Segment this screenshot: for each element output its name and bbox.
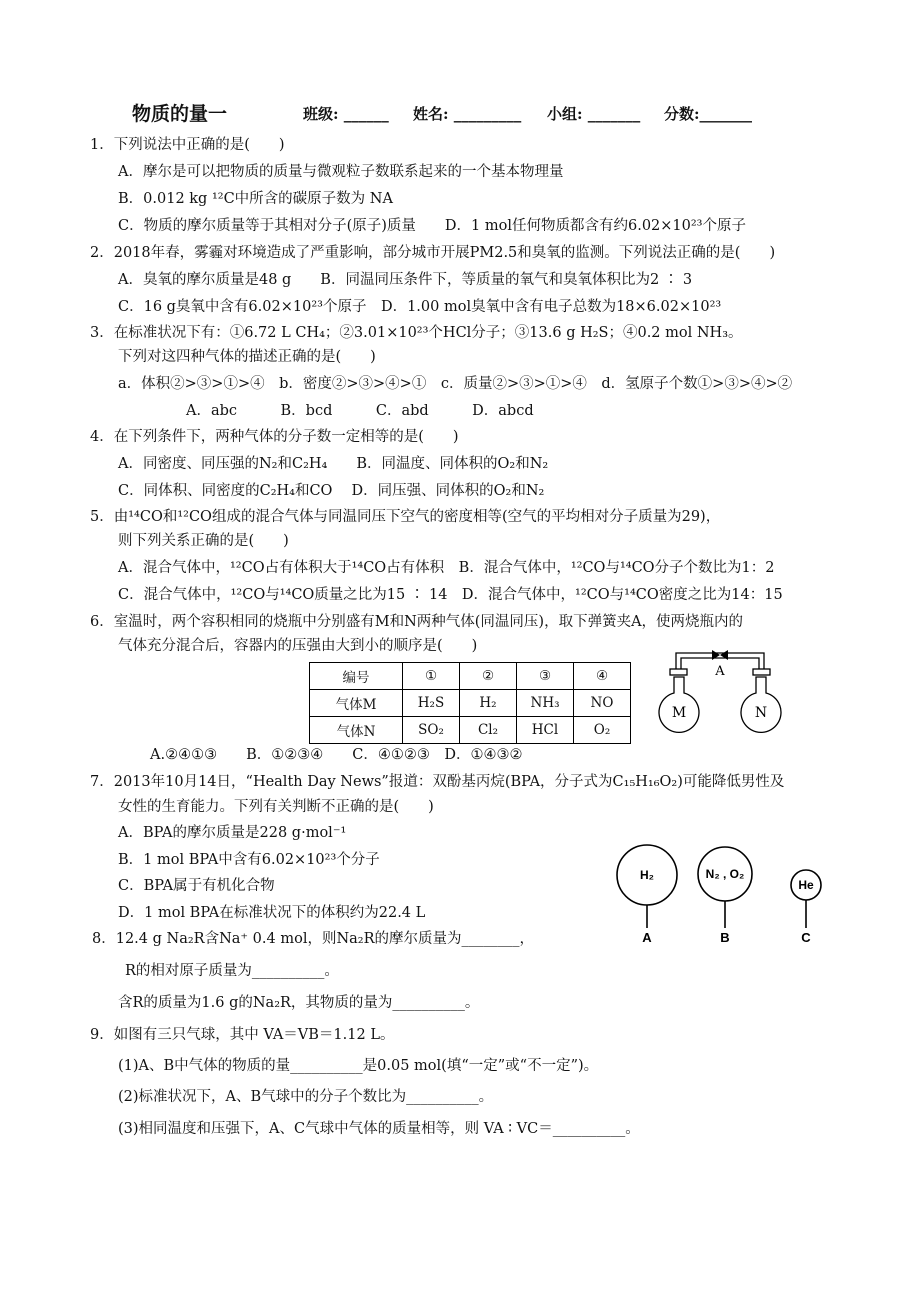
table-cell: HCl xyxy=(517,717,574,744)
flask-clip-label: A xyxy=(715,664,725,679)
q7-option-c: C．BPA属于有机化合物 xyxy=(118,878,275,894)
q5-options-ab: A．混合气体中，¹²CO占有体积大于¹⁴CO占有体积 B．混合气体中，¹²CO与¹⁴CO分子个数比为1：2 xyxy=(118,560,775,576)
table-cell: ④ xyxy=(574,663,631,690)
table-cell: H₂S xyxy=(403,690,460,717)
q6-stem: 6．室温时，两个容积相同的烧瓶中分别盛有M和N两种气体(同温同压)，取下弹簧夹A，使两烧瓶内的 xyxy=(90,614,744,630)
group-field[interactable]: 小组: _______ xyxy=(547,105,641,123)
name-field[interactable]: 姓名: _________ xyxy=(413,105,522,123)
q2-options-cd: C．16 g臭氧中含有6.02×10²³个原子 D．1.00 mol臭氧中含有电子总数为18×6.02×10²³ xyxy=(118,299,722,315)
q2-options-ab: A．臭氧的摩尔质量是48 g B．同温同压条件下，等质量的氧气和臭氧体积比为2 ∶ 3 xyxy=(118,272,693,288)
table-row xyxy=(310,717,631,744)
q7-stem2: 女性的生育能力。下列有关判断不正确的是( ) xyxy=(118,799,434,815)
q5-stem2: 则下列关系正确的是( ) xyxy=(118,533,289,549)
balloon-a-gas: H₂ xyxy=(640,868,654,882)
table-cell: O₂ xyxy=(574,717,631,744)
q3-options: A．abc B．bcd C．abd D．abcd xyxy=(186,403,534,419)
table-cell: 气体M xyxy=(310,690,403,717)
q4-options-ab: A．同密度、同压强的N₂和C₂H₄ B．同温度、同体积的O₂和N₂ xyxy=(118,456,549,472)
balloon-b-gas: N₂ , O₂ xyxy=(705,867,745,881)
q7-option-b: B．1 mol BPA中含有6.02×10²³个分子 xyxy=(118,852,380,868)
table-cell: 气体N xyxy=(310,717,403,744)
q6-stem2: 气体充分混合后，容器内的压强由大到小的顺序是( ) xyxy=(118,638,478,654)
gas-table xyxy=(309,662,631,744)
flask-n-label: N xyxy=(754,705,768,721)
balloon-c-label: C xyxy=(801,930,811,945)
table-cell: Cl₂ xyxy=(460,717,517,744)
q4-options-cd: C．同体积、同密度的C₂H₄和CO D．同压强、同体积的O₂和N₂ xyxy=(118,483,545,499)
balloon-c-gas: He xyxy=(798,878,814,892)
q3-stem2: 下列对这四种气体的描述正确的是( ) xyxy=(118,349,376,365)
q9-part3: (3)相同温度和压强下，A、C气球中气体的质量相等，则 VA ∶ VC＝__________。 xyxy=(118,1121,640,1137)
table-cell: ③ xyxy=(517,663,574,690)
flask-diagram xyxy=(650,645,790,737)
q8-line3: 含R的质量为1.6 g的Na₂R，其物质的量为__________。 xyxy=(118,995,480,1011)
q3-items: a．体积②>③>①>④ b．密度②>③>④>① c．质量②>③>①>④ d．氢原子个数①>③>④>② xyxy=(118,376,793,392)
q5-stem: 5．由¹⁴CO和¹²CO组成的混合气体与同温同压下空气的密度相等(空气的平均相对分子质量为29)， xyxy=(90,509,721,525)
class-field[interactable]: 班级: ______ xyxy=(303,105,389,123)
balloon-b-label: B xyxy=(720,930,730,945)
q7-option-d: D．1 mol BPA在标准状况下的体积约为22.4 L xyxy=(118,905,426,921)
balloon-a-label: A xyxy=(642,930,652,945)
q6-options: A.②④①③ B．①②③④ C．④①②③ D．①④③② xyxy=(150,747,523,763)
q9-part2: (2)标准状况下，A、B气球中的分子个数比为__________。 xyxy=(118,1089,494,1105)
q8-line2: R的相对原子质量为__________。 xyxy=(125,963,339,979)
balloons-diagram xyxy=(608,840,828,948)
q9-stem: 9．如图有三只气球，其中 VA＝VB＝1.12 L。 xyxy=(90,1027,395,1043)
flask-m-label: M xyxy=(671,705,687,721)
q9-part1: (1)A、B中气体的物质的量__________是0.05 mol(填“一定”或“不一定”)。 xyxy=(118,1058,599,1074)
table-cell: SO₂ xyxy=(403,717,460,744)
table-cell: NH₃ xyxy=(517,690,574,717)
table-cell: ① xyxy=(403,663,460,690)
q3-stem: 3．在标准状况下有：①6.72 L CH₄；②3.01×10²³个HCl分子；③13.6 g H₂S；④0.2 mol NH₃。 xyxy=(90,325,743,341)
q7-option-a: A．BPA的摩尔质量是228 g·mol⁻¹ xyxy=(118,825,347,841)
q4-stem: 4．在下列条件下，两种气体的分子数一定相等的是( ) xyxy=(90,429,459,445)
table-cell: 编号 xyxy=(310,663,403,690)
table-row xyxy=(310,690,631,717)
q1-stem: 1．下列说法中正确的是( ) xyxy=(90,137,285,153)
table-cell: ② xyxy=(460,663,517,690)
table-cell: NO xyxy=(574,690,631,717)
q5-options-cd: C．混合气体中，¹²CO与¹⁴CO质量之比为15 ∶ 14 D．混合气体中，¹²CO与¹⁴CO密度之比为14：15 xyxy=(118,587,783,603)
q1-options-cd: C．物质的摩尔质量等于其相对分子(原子)质量 D．1 mol任何物质都含有约6.02×10²³个原子 xyxy=(118,218,746,234)
page-title: 物质的量一 xyxy=(132,103,228,125)
q1-option-b: B．0.012 kg ¹²C中所含的碳原子数为 NA xyxy=(118,191,393,207)
q2-stem: 2．2018年春，雾霾对环境造成了严重影响，部分城市开展PM2.5和臭氧的监测。下列说法正确的是( ) xyxy=(90,245,776,261)
score-field[interactable]: 分数:_______ xyxy=(664,105,753,123)
table-row xyxy=(310,663,631,690)
q8-line1: 8．12.4 g Na₂R含Na⁺ 0.4 mol，则Na₂R的摩尔质量为________， xyxy=(92,931,535,947)
q1-option-a: A．摩尔是可以把物质的质量与微观粒子数联系起来的一个基本物理量 xyxy=(118,164,564,180)
q7-stem: 7．2013年10月14日，“Health Day News”报道：双酚基丙烷(BPA，分子式为C₁₅H₁₆O₂)可能降低男性及 xyxy=(90,774,785,790)
table-cell: H₂ xyxy=(460,690,517,717)
